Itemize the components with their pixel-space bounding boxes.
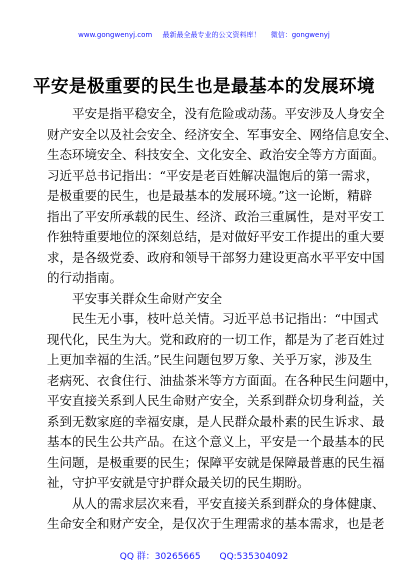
section-heading: 平安事关群众生命财产安全 — [72, 290, 223, 306]
body-line: 平安是指平稳安全，没有危险或动荡。平安涉及人身安全 — [72, 106, 385, 121]
document-body — [47, 104, 398, 535]
body-line: 作独特重要地位的深刻总结，是对做好平安工作提出的重大要 — [47, 229, 385, 244]
body-line: 求，是各级党委、政府和领导干部努力建设更高水平平安中国 — [47, 249, 385, 265]
body-line: 的行动指南。 — [47, 270, 123, 285]
body-line: 指出了平安所承载的民生、经济、政治三重属性，是对平安工 — [47, 208, 385, 224]
body-line: 祉，守护平安就是守护群众最关切的民生期盼。 — [47, 475, 310, 490]
body-line: 生态环境安全、科技安全、文化安全、政治安全等方方面面。 — [47, 147, 385, 162]
site-url[interactable]: www.gongwenyj.com — [78, 31, 153, 39]
body-line: 现代化，民生为大。党和政府的一切工作，都是为了老百姓过 — [47, 331, 385, 347]
body-line: 财产安全以及社会安全、经济安全、军事安全、网络信息安全、 — [47, 126, 398, 142]
page-footer — [0, 549, 408, 562]
body-line: 生命安全和财产安全，是仅次于生理需求的基本需求，也是老 — [47, 516, 385, 531]
qq-number: QQ:535304092 — [219, 552, 289, 562]
body-line: 是极重要的民生，也是最基本的发展环境。”这一论断，精辟 — [47, 188, 373, 203]
qq-group-number: QQ 群：30265665 — [119, 552, 201, 562]
body-line: 上更加幸福的生活。”民生问题包罗万象、关乎万家，涉及生 — [47, 352, 373, 367]
body-line: 平安直接关系到人民生命财产安全，关系到群众切身利益，关 — [47, 393, 385, 408]
body-line: 老病死、衣食住行、油盐茶米等方方面面。在各种民生问题中， — [47, 372, 398, 388]
body-line: 习近平总书记指出：“平安是老百姓解决温饱后的第一需求， — [47, 167, 379, 183]
document-title: 平安是极重要的民生也是最基本的发展环境 — [33, 77, 375, 97]
body-line: 生问题，是极重要的民生；保障平安就是保障最普惠的民生福 — [47, 454, 385, 470]
body-line: 系到无数家庭的幸福安康，是人民群众最朴素的民生诉求、最 — [47, 413, 385, 429]
body-line: 民生无小事，枝叶总关情。习近平总书记指出：“中国式 — [72, 311, 379, 326]
wechat-id: 微信：gongwenyj — [270, 31, 330, 39]
page-header — [0, 30, 408, 40]
site-slogan: 最新最全最专业的公文资料库！ — [162, 31, 261, 39]
body-line: 基本的民生公共产品。在这个意义上，平安是一个最基本的民 — [47, 434, 385, 449]
body-line: 从人的需求层次来看，平安直接关系到群众的身体健康、 — [72, 495, 385, 511]
